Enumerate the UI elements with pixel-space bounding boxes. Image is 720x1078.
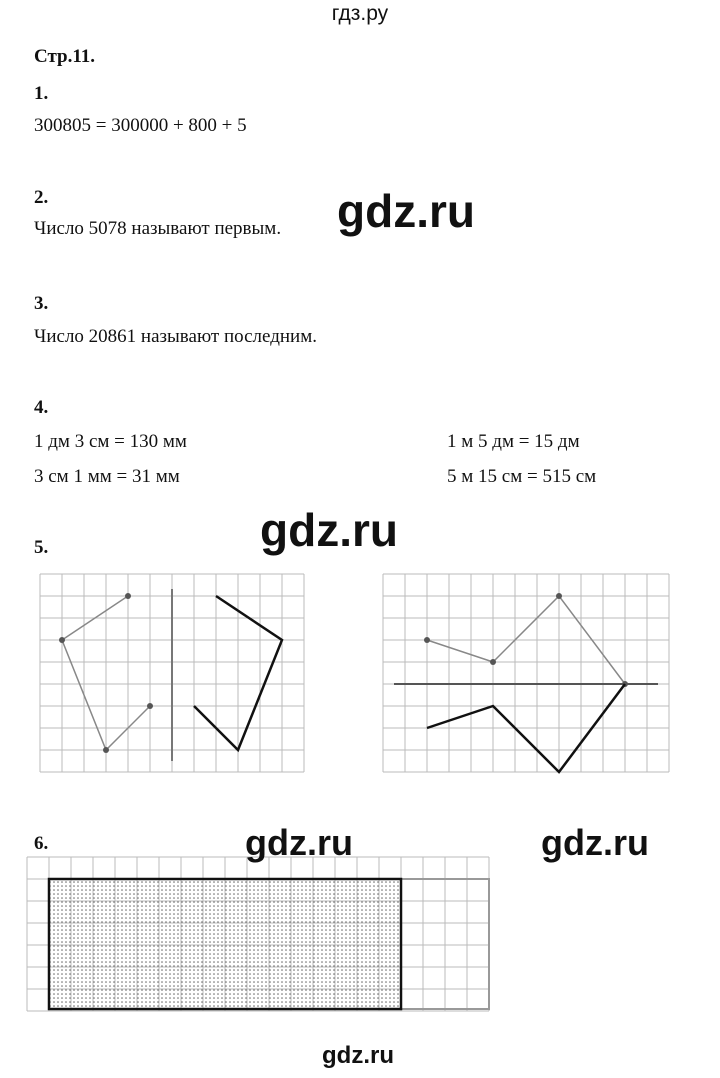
watermark: gdz.ru (337, 185, 475, 237)
point-marker (147, 703, 153, 709)
grid-right (383, 574, 669, 772)
task-number: 2. (34, 187, 49, 208)
task-answer: Число 20861 называют последним. (34, 326, 317, 347)
task-answer: 1 дм 3 см = 130 мм (34, 431, 187, 452)
point-marker (103, 747, 109, 753)
point-marker (556, 593, 562, 599)
task-number: 5. (34, 537, 49, 558)
task-number: 1. (34, 83, 49, 104)
point-marker (490, 659, 496, 665)
page-label: Стр.11. (34, 46, 96, 67)
shaded-rectangle (49, 879, 401, 1009)
task-answer: 5 м 15 см = 515 см (447, 466, 597, 487)
point-marker (125, 593, 131, 599)
task-answer: 300805 = 300000 + 800 + 5 (34, 115, 247, 136)
task-number: 3. (34, 293, 49, 314)
watermark: gdz.ru (322, 1042, 394, 1069)
task-answer: 1 м 5 дм = 15 дм (447, 431, 580, 452)
task-number: 4. (34, 397, 49, 418)
watermark: gdz.ru (541, 822, 649, 863)
point-marker (424, 637, 430, 643)
site-header: гдз.ру (331, 2, 389, 25)
point-marker (59, 637, 65, 643)
task-answer: Число 5078 называют первым. (34, 218, 282, 239)
watermark: gdz.ru (260, 504, 398, 556)
task-answer: 3 см 1 мм = 31 мм (34, 466, 180, 487)
watermark: gdz.ru (245, 822, 353, 863)
task-number: 6. (34, 833, 49, 854)
